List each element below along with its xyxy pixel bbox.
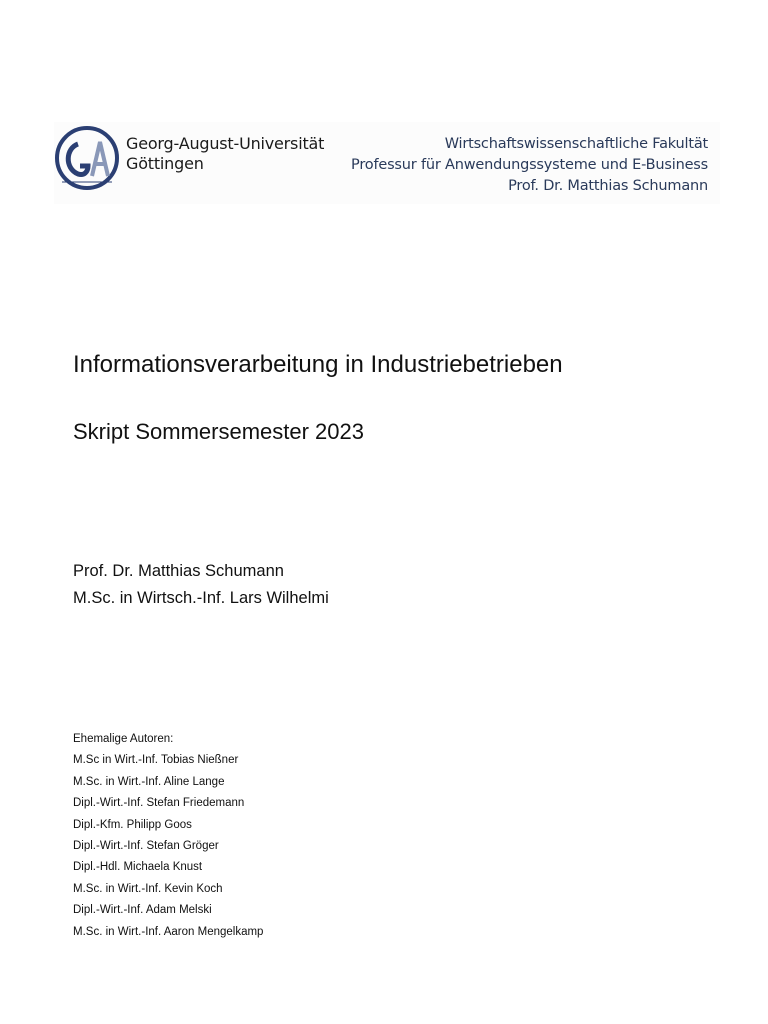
list-item: M.Sc. in Wirt.-Inf. Kevin Koch <box>73 882 223 895</box>
list-item: Dipl.-Wirt.-Inf. Adam Melski <box>73 904 212 917</box>
author-name: Prof. Dr. Matthias Schumann <box>73 562 284 580</box>
list-item: M.Sc in Wirt.-Inf. Tobias Nießner <box>73 754 239 767</box>
chair-name: Professur für Anwendungssysteme und E-Business <box>351 157 708 173</box>
university-name <box>126 134 324 174</box>
document-subtitle: Skript Sommersemester 2023 <box>73 419 364 444</box>
author-name: M.Sc. in Wirtsch.-Inf. Lars Wilhelmi <box>73 589 329 607</box>
university-seal-icon <box>54 124 120 192</box>
letterhead <box>54 122 720 204</box>
list-item: M.Sc. in Wirt.-Inf. Aline Lange <box>73 775 225 788</box>
faculty-name: Wirtschaftswissenschaftliche Fakultät <box>444 136 708 152</box>
former-authors-heading: Ehemalige Autoren: <box>73 733 174 745</box>
faculty-block <box>351 134 708 197</box>
former-authors-section <box>73 729 263 943</box>
current-authors <box>73 558 329 612</box>
university-name-line2: Göttingen <box>126 154 204 173</box>
list-item: M.Sc. in Wirt.-Inf. Aaron Mengelkamp <box>73 925 264 938</box>
list-item: Dipl.-Hdl. Michaela Knust <box>73 861 203 874</box>
former-authors-list <box>73 750 263 943</box>
list-item: Dipl.-Wirt.-Inf. Stefan Friedemann <box>73 797 245 810</box>
list-item: Dipl.-Kfm. Philipp Goos <box>73 818 192 831</box>
professor-name: Prof. Dr. Matthias Schumann <box>508 178 708 194</box>
university-name-line1: Georg-August-Universität <box>126 134 325 153</box>
document-title: Informationsverarbeitung in Industriebetrieben <box>73 351 563 378</box>
list-item: Dipl.-Wirt.-Inf. Stefan Gröger <box>73 840 219 853</box>
